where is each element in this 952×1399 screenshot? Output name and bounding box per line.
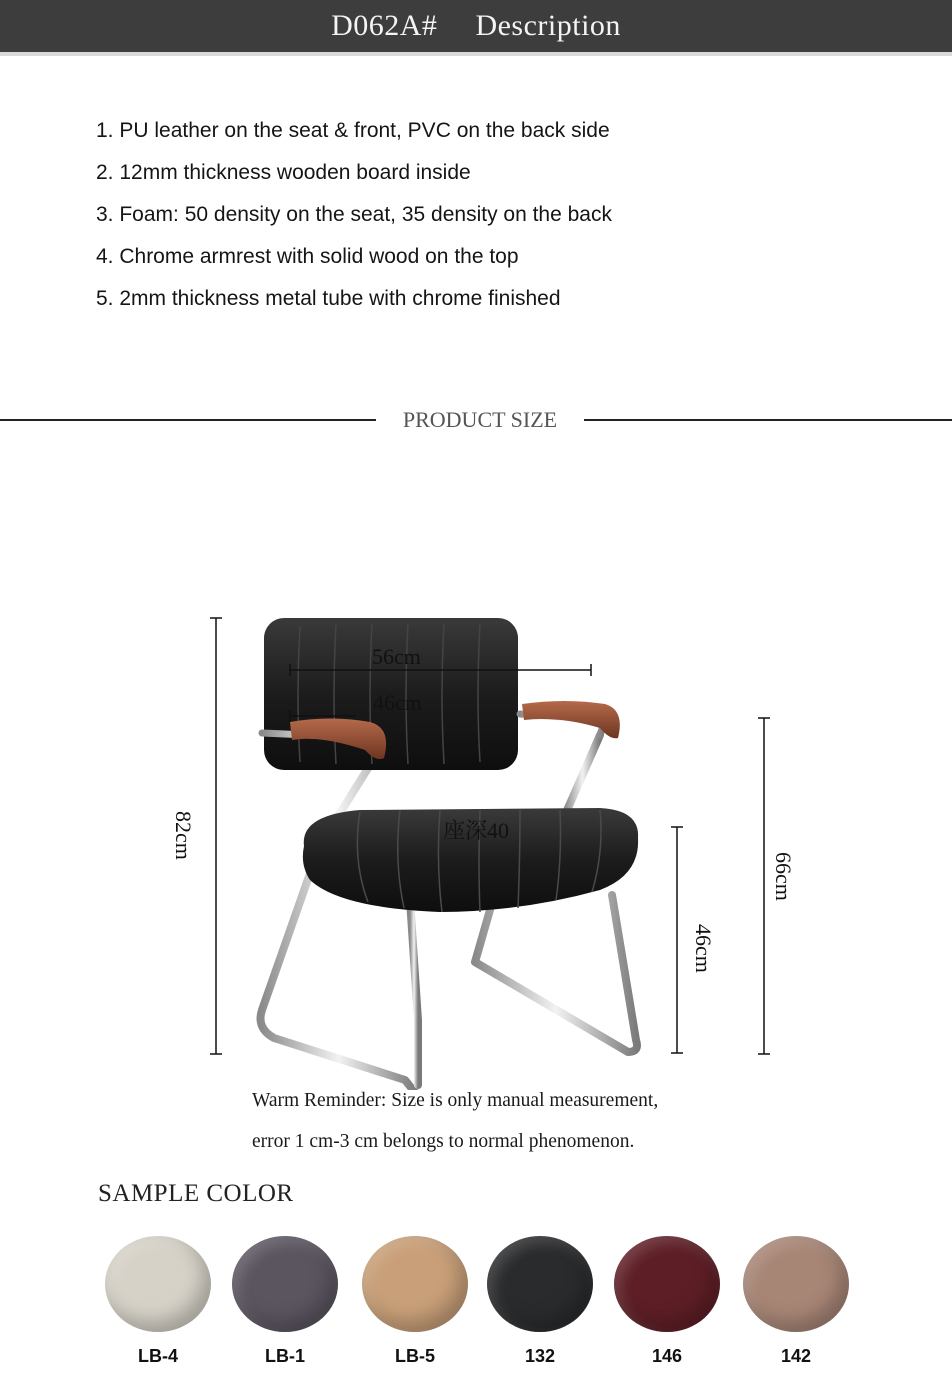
- swatch-code: LB-5: [395, 1346, 435, 1366]
- description-item: 3. Foam: 50 density on the seat, 35 density on the back: [96, 203, 612, 226]
- sample-color-swatches: [0, 1236, 952, 1376]
- swatch-chip: [614, 1236, 720, 1332]
- swatch-lb-5[interactable]: [361, 1236, 469, 1367]
- swatch-code: LB-1: [265, 1346, 305, 1366]
- swatch-chip: [487, 1236, 593, 1332]
- swatch-code: 146: [651, 1346, 683, 1366]
- dim-seat-depth: 座深40: [443, 818, 510, 843]
- description-item: 5. 2mm thickness metal tube with chrome finished: [96, 287, 561, 310]
- swatch-code: 142: [780, 1346, 812, 1366]
- swatch-code: LB-4: [138, 1346, 178, 1366]
- swatch-chip: [105, 1236, 211, 1332]
- chair-dimension-figure: [0, 590, 952, 1090]
- reminder-line-1: Warm Reminder: Size is only manual measurement,: [252, 1090, 659, 1111]
- swatch-146[interactable]: [613, 1236, 721, 1367]
- dim-width-seat: 46cm: [373, 690, 422, 715]
- model-number: D062A#: [331, 9, 438, 42]
- dim-height-seat: 46cm: [691, 924, 716, 973]
- dim-height-total: 82cm: [171, 811, 196, 860]
- dim-width-overall: 56cm: [372, 644, 421, 669]
- description-item: 2. 12mm thickness wooden board inside: [96, 161, 471, 184]
- swatch-chip: [743, 1236, 849, 1332]
- header-bar: [0, 0, 952, 56]
- description-item: 1. PU leather on the seat & front, PVC on the back side: [96, 119, 610, 142]
- sample-color-title: SAMPLE COLOR: [98, 1180, 294, 1207]
- armrest-right: [522, 701, 620, 738]
- divider-line-right: [584, 419, 952, 421]
- swatch-lb-4[interactable]: [104, 1236, 212, 1367]
- dim-height-arm: 66cm: [771, 852, 796, 901]
- swatch-chip: [232, 1236, 338, 1332]
- product-size-divider: [0, 405, 952, 435]
- swatch-code: 132: [524, 1346, 556, 1366]
- header-title: Description: [475, 9, 621, 42]
- swatch-lb-1[interactable]: [231, 1236, 339, 1367]
- divider-line-left: [0, 419, 376, 421]
- swatch-142[interactable]: [742, 1236, 850, 1367]
- swatch-132[interactable]: [486, 1236, 594, 1367]
- reminder-line-2: error 1 cm-3 cm belongs to normal phenomenon.: [252, 1131, 635, 1152]
- description-item: 4. Chrome armrest with solid wood on the top: [96, 245, 519, 268]
- description-list: [96, 116, 612, 326]
- swatch-chip: [362, 1236, 468, 1332]
- product-size-title: PRODUCT SIZE: [402, 407, 558, 432]
- warm-reminder: [252, 1080, 658, 1162]
- chair-illustration: [261, 618, 639, 1090]
